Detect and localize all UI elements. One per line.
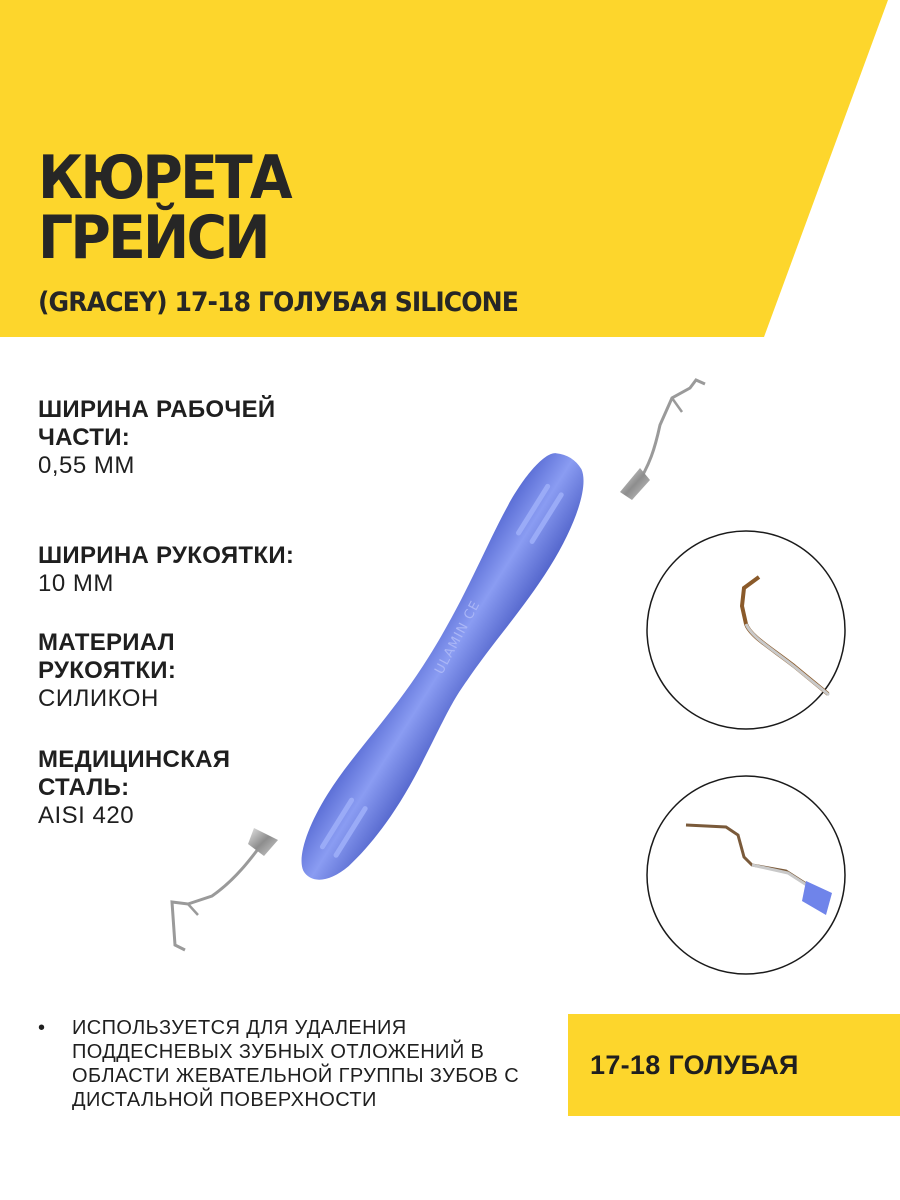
bullet-marker: •	[38, 1017, 46, 1039]
color-tag-label: 17-18 ГОЛУБАЯ	[590, 1049, 799, 1080]
spec-label: ШИРИНА РАБОЧЕЙ ЧАСТИ:	[38, 396, 276, 451]
spec-label: МЕДИЦИНСКАЯ СТАЛЬ:	[38, 746, 231, 801]
spec-value: 10 ММ	[38, 570, 114, 597]
spec-value: СИЛИКОН	[38, 685, 159, 712]
tip-zoom-upper	[646, 520, 846, 745]
tip-zoom-lower-icon	[646, 765, 846, 985]
spec-value: 0,55 ММ	[38, 452, 135, 479]
curette-tool-icon	[150, 370, 730, 970]
spec-label: МАТЕРИАЛ РУКОЯТКИ:	[38, 629, 177, 684]
page-subtitle: (GRACEY) 17-18 ГОЛУБАЯ SILICONE	[38, 287, 518, 318]
title-line-2: ГРЕЙСИ	[38, 203, 268, 273]
page-title	[38, 143, 290, 273]
tip-zoom-lower	[646, 765, 846, 990]
title-line-1: КЮРЕТА	[38, 143, 290, 213]
color-tag	[568, 1014, 900, 1116]
header-banner	[0, 0, 900, 340]
tip-zoom-upper-icon	[646, 520, 846, 740]
curette-tool-image	[150, 370, 730, 975]
spec-label: ШИРИНА РУКОЯТКИ:	[38, 542, 295, 569]
spec-value: AISI 420	[38, 802, 135, 829]
brand-marking: ULAMIN CE	[432, 598, 484, 677]
usage-text: ИСПОЛЬЗУЕТСЯ ДЛЯ УДАЛЕНИЯ ПОДДЕСНЕВЫХ ЗУБНЫХ ОТЛОЖЕНИЙ В ОБЛАСТИ ЖЕВАТЕЛЬНОЙ ГРУППЫ ЗУБОВ С ДИСТАЛЬНОЙ ПОВЕРХНОСТИ	[72, 1017, 520, 1111]
